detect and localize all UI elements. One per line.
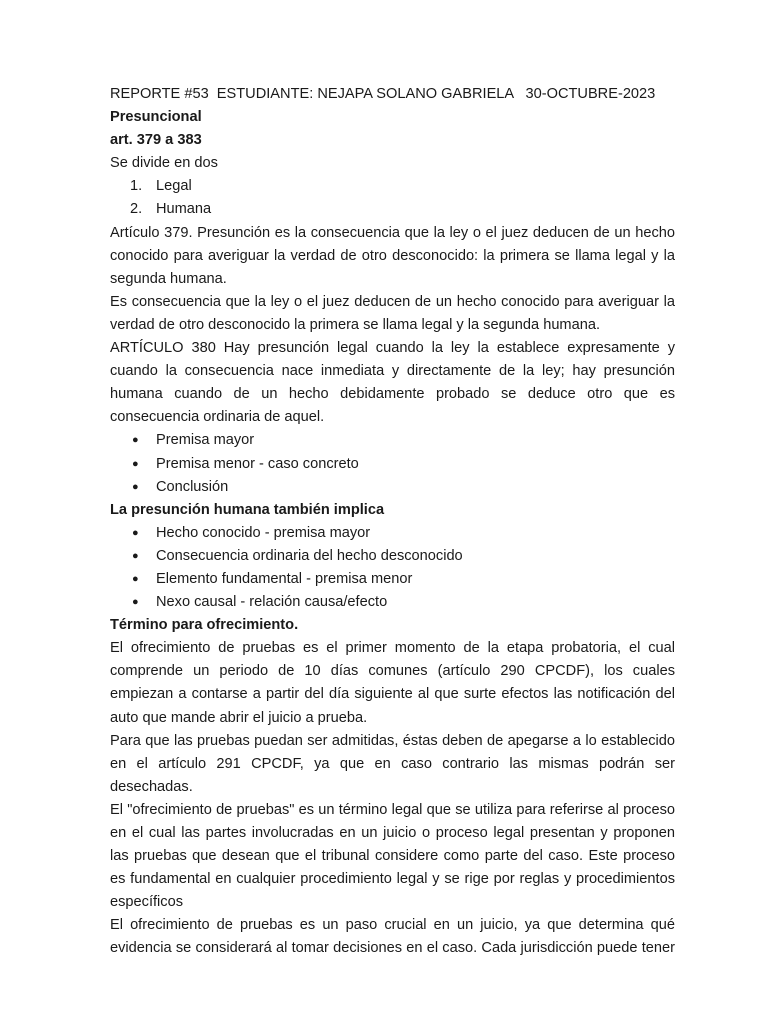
list-item-text: Nexo causal - relación causa/efecto [156, 594, 388, 611]
bullet-icon: ● [132, 549, 139, 562]
section-title-presuncional: Presuncional [110, 109, 202, 126]
list-item [110, 198, 675, 221]
paragraph: Es consecuencia que la ley o el juez deducen de un hecho conocido para averiguar la verdad de otro desconocido la primera se llama legal y la segunda humana. [110, 293, 675, 333]
paragraph-continued: El ofrecimiento de pruebas es un paso crucial en un juicio, ya que determina qué evidencia se considerará al tomar decisiones en el caso. Cada jurisdicción puede tener [110, 917, 675, 957]
list-item [110, 568, 675, 591]
list-item [110, 522, 675, 545]
list-item-text: Legal [156, 178, 192, 195]
paragraph: El ofrecimiento de pruebas es el primer momento de la etapa probatoria, el cual comprende un periodo de 10 días comunes (artículo 290 CPCDF), los cuales empiezan a contarse a partir del día siguiente al que surte efectos las notificación del auto que mande abrir el juicio a prueba. [110, 640, 675, 726]
document-page [110, 83, 675, 961]
list-item [110, 591, 675, 614]
list-item-text: Elemento fundamental - premisa menor [156, 570, 413, 587]
bullet-icon: ● [132, 480, 139, 493]
list-item-text: Humana [156, 201, 212, 218]
section-heading-humana: La presunción humana también implica [110, 501, 385, 518]
list-item-text: Hecho conocido - premisa mayor [156, 524, 371, 541]
numbered-list [110, 175, 675, 221]
bullet-icon: ● [132, 596, 139, 609]
list-item [110, 545, 675, 568]
paragraph: Artículo 379. Presunción es la consecuencia que la ley o el juez deducen de un hecho conocido para averiguar la verdad de otro desconocido: la primera se llama legal y la segunda humana. [110, 224, 675, 287]
list-item-text: Premisa menor - caso concreto [156, 455, 359, 472]
list-item [110, 175, 675, 198]
list-number: 1. [130, 178, 143, 195]
bullet-icon: ● [132, 572, 139, 585]
bullet-icon: ● [132, 526, 139, 539]
report-header-line: REPORTE #53 ESTUDIANTE: NEJAPA SOLANO GABRIELA 30-OCTUBRE-2023 [110, 86, 656, 102]
bullet-list-premisas [110, 429, 675, 498]
list-item-text: Premisa mayor [156, 432, 255, 449]
list-item-text: Conclusión [156, 478, 229, 495]
intro-text: Se divide en dos [110, 155, 218, 172]
paragraph: Para que las pruebas puedan ser admitidas, éstas deben de apegarse a lo establecido en el artículo 291 CPCDF, ya que en caso contrario las mismas podrán ser desechadas. [110, 732, 675, 795]
paragraph: El "ofrecimiento de pruebas" es un término legal que se utiliza para referirse al proceso en el cual las partes involucradas en un juicio o proceso legal presentan y proponen las pruebas que desean que el tribunal considere como parte del caso. Este proceso es fundamental en cualquier procedimiento legal y se rige por reglas y procedimientos específicos [110, 801, 675, 911]
list-item-text: Consecuencia ordinaria del hecho desconocido [156, 547, 463, 564]
list-item [110, 429, 675, 452]
section-heading-termino: Término para ofrecimiento. [110, 617, 299, 634]
bullet-list-humana [110, 522, 675, 614]
bullet-icon: ● [132, 434, 139, 447]
list-item [110, 453, 675, 476]
bullet-icon: ● [132, 457, 139, 470]
paragraph: ARTÍCULO 380 Hay presunción legal cuando la ley la establece expresamente y cuando la consecuencia nace inmediata y directamente de la ley; hay presunción humana cuando de un hecho debidamente probado se deduce otro que es consecuencia ordinaria de aquel. [110, 340, 675, 426]
list-item [110, 476, 675, 499]
articles-range: art. 379 a 383 [110, 132, 202, 149]
list-number: 2. [130, 201, 143, 218]
